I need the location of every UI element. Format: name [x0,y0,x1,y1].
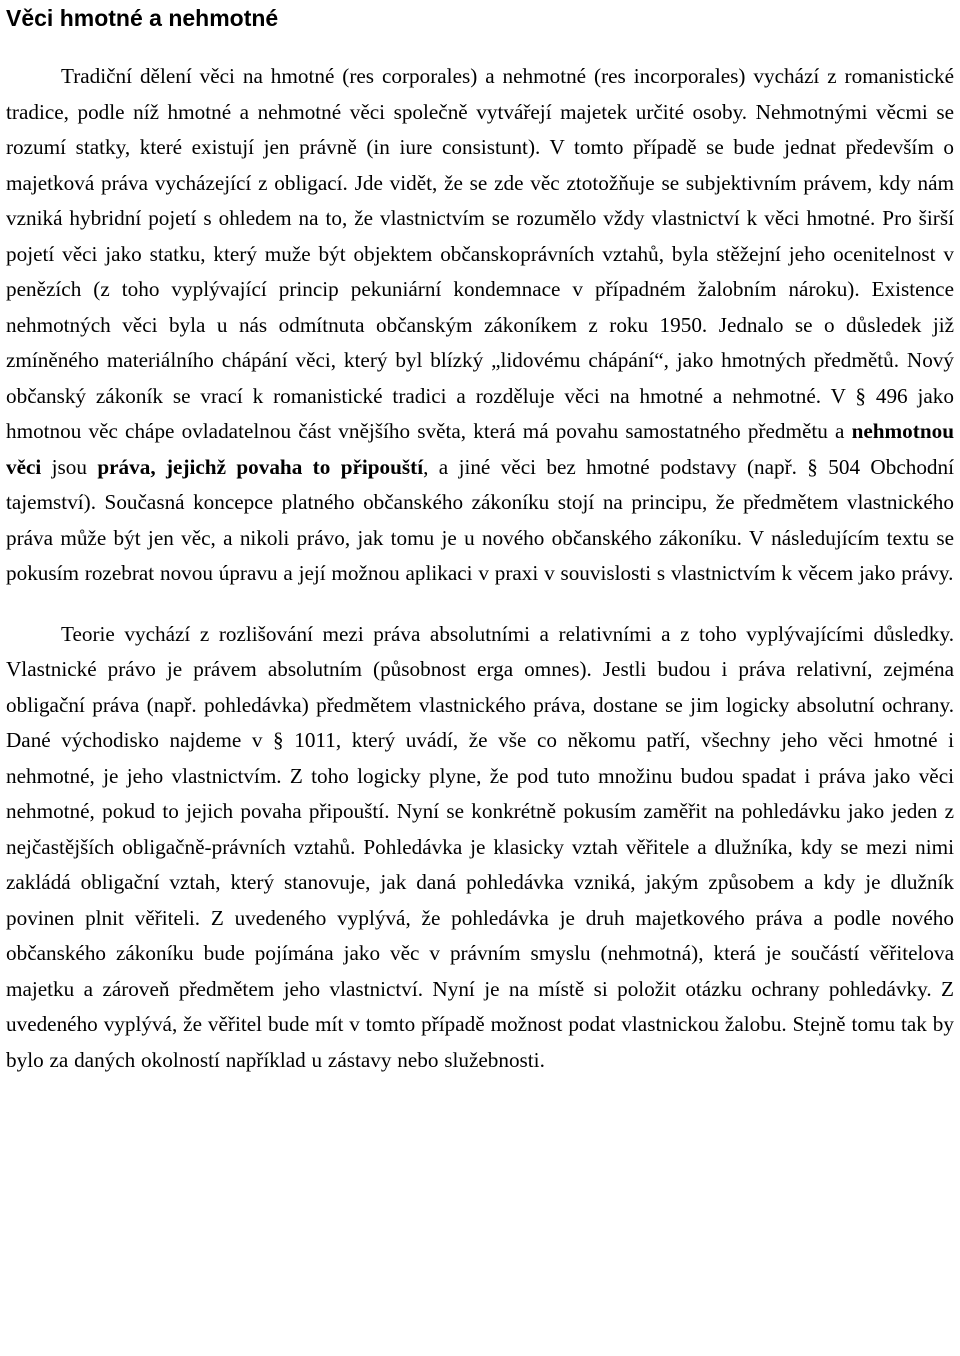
paragraph-1-continuation: , a jiné věci bez hmotné podstavy (např. § 504 Obchodní tajemství). Současná koncepce platného občanského zákoníku stojí na principu, že předmětem vlastnického práva může být jen věc, a nikoli právo, jak tomu je u nového občanského zákoníku. V následujícím textu se pokusím rozebrat novou úpravu a její možnou aplikaci v praxi v souvislosti s vlastnictvím k věcem jako právy. [6,454,954,585]
document-title: Věci hmotné a nehmotné [6,5,279,31]
document-page [6,0,954,1078]
paragraph-2 [6,617,954,1079]
bold-term-rights: práva, jejichž povaha to připouští [97,454,424,479]
paragraph-2-text: Teorie vychází z rozlišování mezi práva absolutními a relativními a z toho vyplývajícími důsledky. Vlastnické právo je právem absolutním (působnost erga omnes). Jestli budou i práva relativní, zejména obligační práva (např. pohledávka) předmětem vlastnického práva, dostane se jim logicky absolutní ochrany. Dané východisko najdeme v § 1011, který uvádí, že vše co někomu patří, všechny jeho věci hmotné i nehmotné, je jeho vlastnictvím. Z toho logicky plyne, že pod tuto množinu budou spadat i práva jako věci nehmotné, pokud to jejich povaha připouští. Nyní se konkrétně pokusím zaměřit na pohledávku jako jeden z nejčastějších obligačně-právních vztahů. Pohledávka je klasicky vztah věřitele a dlužníka, kdy se mezi nimi zakládá obligační vztah, který stanovuje, jak daná pohledávka vzniká, jakým způsobem a kdy je dlužník povinen plnit věřiteli. Z uvedeného vyplývá, že pohledávka je druh majetkového práva a podle nového občanského zákoníku bude pojímána jako věc v právním smyslu (nehmotná), která je součástí věřitelova majetku a zároveň předmětem jeho vlastnictví. Nyní je na místě si položit otázku ochrany pohledávky. Z uvedeného vyplývá, že věřitel bude mít v tomto případě možnost podat vlastnickou žalobu. Stejně tomu tak by bylo za daných okolností například u zástavy nebo služebnosti. [6,621,954,1072]
paragraph-1-text: Tradiční dělení věci na hmotné (res corporales) a nehmotné (res incorporales) vychází z romanistické tradice, podle níž hmotné a nehmotné věci společně vytvářejí majetek určité osoby. Nehmotnými věcmi se rozumí statky, které existují jen právně (in iure consistunt). V tomto případě se bude jednat především o majetková práva vycházející z obligací. Jde vidět, že se zde věc ztotožňuje se subjektivním právem, kdy nám vzniká hybridní pojetí s ohledem na to, že vlastnictvím se rozumělo vždy vlastnictví k věci hmotné. Pro širší pojetí věci jako statku, který muže být objektem občanskoprávních vztahů, byla stěžejní jeho ocenitelnost v penězích (z toho vyplývající princip pekuniární kondemnace v případném žalobním nároku). Existence nehmotných věci byla u nás odmítnuta občanským zákoníkem z roku 1950. Jednalo se o důsledek již zmíněného materiálního chápání věci, který byl blízký „lidovému chápání“, jako hmotných předmětů. Nový občanský zákoník se vrací k romanistické tradici a rozděluje věci na hmotné a nehmotné. V § 496 jako hmotnou věc chápe ovladatelnou část vnějšího světa, která má povahu samostatného předmětu a [6,64,954,443]
paragraph-1 [6,59,954,592]
paragraph-1-connector: jsou [41,454,98,479]
bold-term-intangible-thing: nehmotnou věci [6,419,954,479]
